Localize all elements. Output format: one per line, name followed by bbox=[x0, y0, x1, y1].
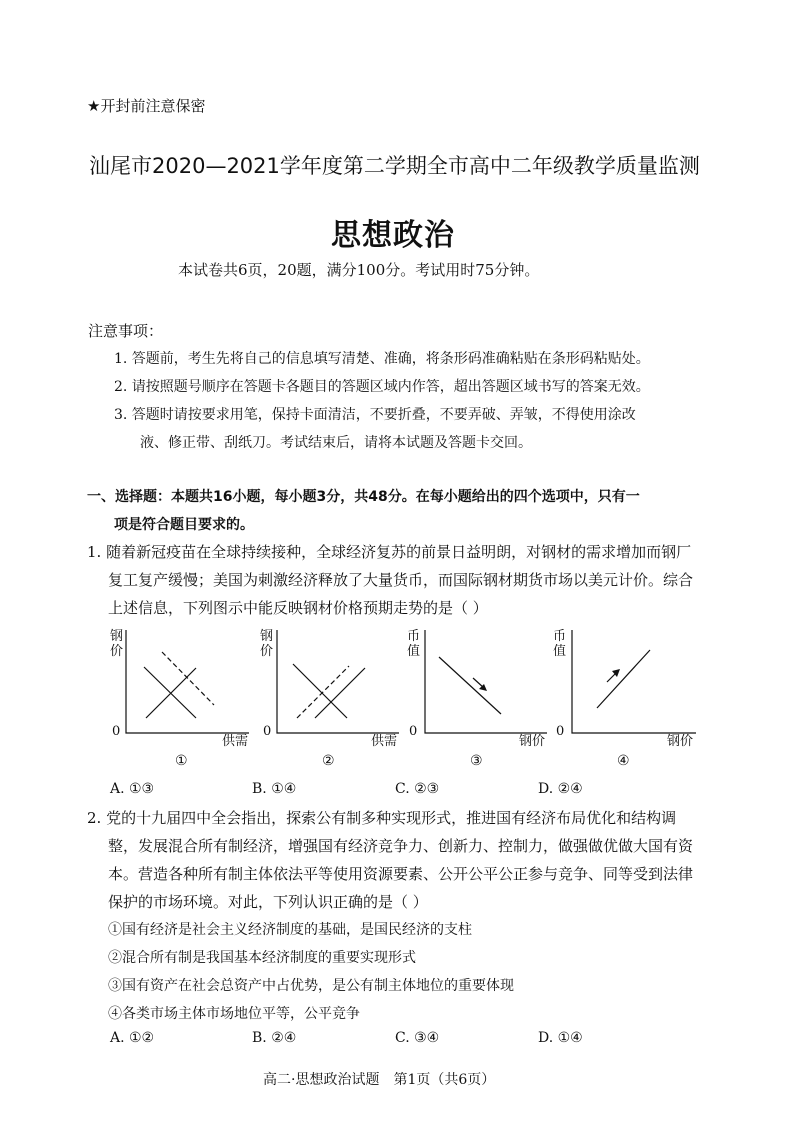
exam-info: 本试卷共6页，20题，满分100分。考试用时75分钟。 bbox=[178, 261, 540, 279]
chart-graphic bbox=[257, 622, 407, 750]
currency-value-line bbox=[439, 657, 501, 714]
axes bbox=[425, 630, 547, 733]
q2-stem-line: 保护的市场环境。对此，下列认识正确的是（ ） bbox=[108, 893, 428, 911]
origin-label: 0 bbox=[263, 724, 272, 739]
q2-option-b: B. ②④ bbox=[252, 1030, 297, 1046]
note-item: 1. 答题前，考生先将自己的信息填写清楚、准确，将条形码准确粘贴在条形码粘贴处。 bbox=[114, 351, 650, 367]
q1-chart-2 bbox=[257, 622, 407, 750]
chart-graphic bbox=[104, 622, 254, 750]
q2-option-a: A. ①② bbox=[110, 1030, 155, 1046]
y-axis-label: 值 bbox=[407, 644, 421, 659]
x-axis-label: 供需 bbox=[371, 734, 398, 749]
origin-label: 0 bbox=[556, 724, 565, 739]
q2-statement: ①国有经济是社会主义经济制度的基础，是国民经济的支柱 bbox=[108, 922, 472, 938]
q2-statement: ②混合所有制是我国基本经济制度的重要实现形式 bbox=[108, 950, 416, 966]
chart-caption: ③ bbox=[470, 753, 483, 769]
origin-label: 0 bbox=[409, 724, 418, 739]
q2-stem-line: 整，发展混合所有制经济，增强国有经济竞争力、创新力、控制力，做强做优做大国有资 bbox=[108, 837, 694, 855]
q1-chart-1 bbox=[104, 622, 254, 750]
axes bbox=[126, 630, 249, 733]
y-axis-label: 币 bbox=[407, 629, 421, 644]
q2-stem-line: 本。营造各种所有制主体依法平等使用资源要素、公开公平公正参与竞争、同等受到法律 bbox=[108, 865, 694, 883]
q1-stem-line: 复工复产缓慢；美国为刺激经济释放了大量货币，而国际钢材期货市场以美元计价。综合 bbox=[108, 571, 694, 589]
note-item: 3. 答题时请按要求用笔，保持卡面清洁，不要折叠，不要弄破、弄皱，不得使用涂改 bbox=[114, 407, 636, 423]
y-axis-label: 钢 bbox=[260, 629, 274, 644]
y-axis-label: 钢 bbox=[110, 629, 124, 644]
chart-caption: ④ bbox=[617, 753, 630, 769]
subject-title: 思想政治 bbox=[331, 218, 455, 253]
note-item: 2. 请按照题号顺序在答题卡各题目的答题区域内作答，超出答题区域书写的答案无效。 bbox=[114, 379, 650, 395]
q1-chart-4 bbox=[550, 622, 700, 750]
axes bbox=[277, 630, 399, 733]
chart-caption: ① bbox=[175, 753, 188, 769]
confidential-mark: ★开封前注意保密 bbox=[87, 97, 206, 115]
q2-statement: ④各类市场主体市场地位平等，公平竞争 bbox=[108, 1006, 360, 1022]
notes-heading: 注意事项： bbox=[88, 322, 164, 340]
shifted-demand-curve bbox=[162, 652, 214, 705]
x-axis-label: 钢价 bbox=[667, 734, 694, 749]
q2-statement: ③国有资产在社会总资产中占优势，是公有制主体地位的重要体现 bbox=[108, 978, 514, 994]
q1-option-a: A. ①③ bbox=[110, 781, 155, 797]
chart-caption: ② bbox=[322, 753, 335, 769]
section-heading: 一、选择题：本题共16小题，每小题3分，共48分。在每小题给出的四个选项中，只有一 bbox=[87, 489, 640, 505]
y-axis-label: 价 bbox=[260, 644, 274, 659]
q1-stem-line: 1. 随着新冠疫苗在全球持续接种，全球经济复苏的前景日益明朗，对钢材的需求增加而钢厂 bbox=[87, 543, 692, 561]
q1-option-d: D. ②④ bbox=[538, 781, 583, 797]
chart-graphic bbox=[405, 622, 555, 750]
page-footer: 高二·思想政治试题 第1页（共6页） bbox=[263, 1072, 496, 1088]
q2-option-d: D. ①④ bbox=[538, 1030, 583, 1046]
exam-title: 汕尾市2020—2021学年度第二学期全市高中二年级教学质量监测 bbox=[89, 154, 700, 178]
y-axis-label: 价 bbox=[110, 644, 124, 659]
q2-option-c: C. ③④ bbox=[395, 1030, 440, 1046]
chart-graphic bbox=[550, 622, 700, 750]
x-axis-label: 供需 bbox=[222, 734, 249, 749]
currency-value-line bbox=[597, 650, 650, 708]
q1-stem-line: 上述信息，下列图示中能反映钢材价格预期走势的是（ ） bbox=[108, 599, 488, 617]
q1-option-c: C. ②③ bbox=[395, 781, 440, 797]
y-axis-label: 值 bbox=[553, 644, 567, 659]
x-axis-label: 钢价 bbox=[519, 734, 546, 749]
q1-chart-3 bbox=[405, 622, 555, 750]
note-item-continued: 液、修正带、刮纸刀。考试结束后，请将本试题及答题卡交回。 bbox=[140, 435, 532, 451]
y-axis-label: 币 bbox=[553, 629, 567, 644]
q1-option-b: B. ①④ bbox=[252, 781, 297, 797]
section-heading-continued: 项是符合题目要求的。 bbox=[114, 517, 254, 533]
q2-stem-line: 2. 党的十九届四中全会指出，探索公有制多种实现形式，推进国有经济布局优化和结构调 bbox=[87, 809, 677, 827]
demand-curve bbox=[293, 664, 347, 718]
demand-curve bbox=[144, 667, 196, 718]
axes bbox=[572, 630, 696, 733]
origin-label: 0 bbox=[112, 724, 121, 739]
